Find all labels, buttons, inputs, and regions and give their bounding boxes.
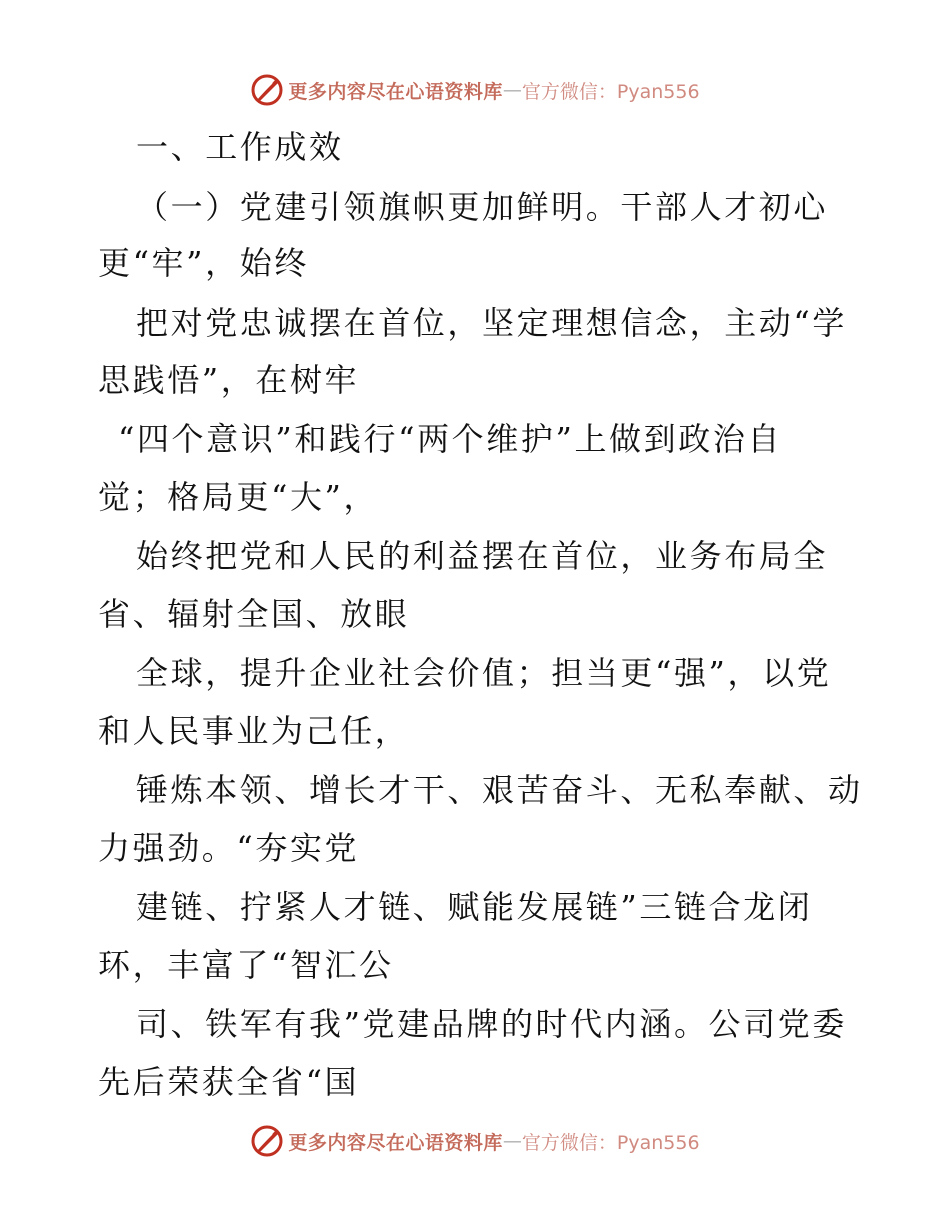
- paragraph-line: 先后荣获全省“国: [98, 1063, 360, 1101]
- header-watermark: [0, 70, 950, 110]
- paragraph-line: 觉；格局更“大”，: [98, 478, 379, 516]
- watermark-text: 更多内容尽在心语资料库: [288, 1131, 503, 1154]
- paragraph-line: 全球，提升企业社会价值；担当更“强”，以党: [136, 654, 832, 692]
- paragraph-line: 司、铁军有我”党建品牌的时代内涵。公司党委: [136, 1005, 847, 1043]
- paragraph-line: 力强劲。“夯实党: [98, 829, 360, 867]
- footer-watermark: [0, 1121, 950, 1161]
- paragraph-line: 始终把党和人民的利益摆在首位，业务布局全: [136, 537, 829, 575]
- paragraph-line: 环，丰富了“智汇公: [98, 946, 394, 984]
- paragraph-line: 建链、拧紧人才链、赋能发展链”三链合龙闭: [136, 888, 813, 926]
- paragraph-line: 更“牢”，始终: [98, 244, 309, 282]
- watermark-dash: —: [502, 79, 522, 101]
- watermark-dash: —: [502, 1130, 522, 1152]
- section-heading: 一、工作成效: [136, 128, 344, 166]
- paragraph-line: 省、辐射全国、放眼: [98, 595, 410, 633]
- quill-logo-icon: [250, 1124, 284, 1158]
- watermark-text: 更多内容尽在心语资料库: [288, 80, 503, 103]
- paragraph-line: 锤炼本领、增长才干、艰苦奋斗、无私奉献、动: [136, 771, 863, 809]
- paragraph-line: （一）党建引领旗帜更加鲜明。干部人才初心: [136, 188, 829, 226]
- paragraph-line: 和人民事业为己任，: [98, 712, 410, 750]
- paragraph-line: “四个意识”和践行“两个维护”上做到政治自: [118, 420, 783, 458]
- paragraph-line: 思践悟”，在树牢: [98, 361, 360, 399]
- quill-logo-icon: [250, 73, 284, 107]
- paragraph-line: 把对党忠诚摆在首位，坚定理想信念，主动“学: [136, 304, 847, 342]
- watermark-suffix: 官方微信：Pyan556: [521, 80, 700, 103]
- watermark-suffix: 官方微信：Pyan556: [521, 1131, 700, 1154]
